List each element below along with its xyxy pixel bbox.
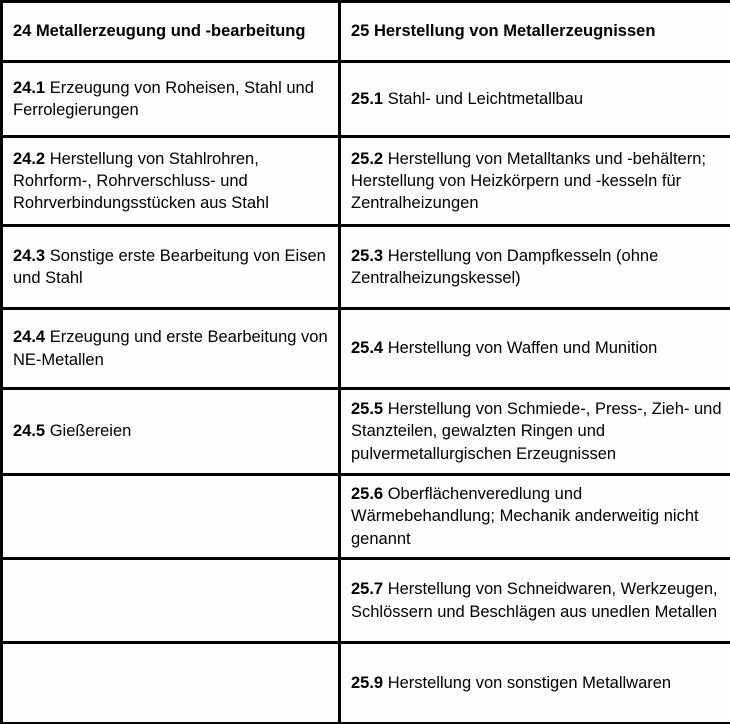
code-25-2: 25.2: [351, 150, 388, 168]
code-25: 25: [351, 22, 374, 40]
code-25-6: 25.6: [351, 485, 388, 503]
cell-group-25-2: [340, 137, 730, 226]
cell-group-25-5: [340, 389, 730, 475]
label-25-5: Herstellung von Schmiede-, Press-, Zieh- und Stanzteilen, gewalzten Ringen und pulvermetallurgischen Erzeugnissen: [351, 400, 722, 463]
code-25-7: 25.7: [351, 580, 388, 598]
table-row: [2, 137, 730, 226]
label-24-1: Erzeugung von Roheisen, Stahl und Ferrolegierungen: [13, 79, 314, 119]
cell-group-24-5: [2, 389, 340, 475]
cell-group-25-4: [340, 309, 730, 389]
label-24-5: Gießereien: [50, 422, 132, 440]
code-24-5: 24.5: [13, 422, 50, 440]
cell-division-24: [2, 2, 340, 62]
label-24-4: Erzeugung und erste Bearbeitung von NE-Metallen: [13, 328, 328, 368]
code-25-5: 25.5: [351, 400, 388, 418]
cell-group-24-1: [2, 62, 340, 137]
table-body: [2, 2, 730, 723]
label-25-3: Herstellung von Dampfkesseln (ohne Zentralheizungskessel): [351, 247, 658, 287]
code-25-4: 25.4: [351, 339, 388, 357]
code-24-1: 24.1: [13, 79, 50, 97]
table-row: [2, 475, 730, 559]
label-25-6: Oberflächenveredlung und Wärmebehandlung; Mechanik anderweitig nicht genannt: [351, 485, 699, 548]
label-24-2: Herstellung von Stahlrohren, Rohrform-, Rohrverschluss- und Rohrverbindungsstücken aus Stahl: [13, 150, 269, 213]
cell-empty-left-3: [2, 643, 340, 723]
label-25-4: Herstellung von Waffen und Munition: [388, 339, 658, 357]
cell-group-24-3: [2, 226, 340, 309]
cell-group-25-1: [340, 62, 730, 137]
cell-group-25-9: [340, 643, 730, 723]
code-24: 24: [13, 22, 36, 40]
cell-group-24-2: [2, 137, 340, 226]
label-25-1: Stahl- und Leichtmetallbau: [388, 90, 583, 108]
code-24-2: 24.2: [13, 150, 50, 168]
label-25-9: Herstellung von sonstigen Metallwaren: [388, 674, 671, 692]
table-row: [2, 226, 730, 309]
code-24-3: 24.3: [13, 247, 50, 265]
label-25-7: Herstellung von Schneidwaren, Werkzeugen, Schlössern und Beschlägen aus unedlen Metallen: [351, 580, 718, 620]
code-25-1: 25.1: [351, 90, 388, 108]
cell-group-24-4: [2, 309, 340, 389]
cell-group-25-3: [340, 226, 730, 309]
table-row: [2, 62, 730, 137]
label-25-2: Herstellung von Metalltanks und -behältern; Herstellung von Heizkörpern und -kesseln für Zentralheizungen: [351, 150, 706, 213]
cell-division-25: [340, 2, 730, 62]
code-25-9: 25.9: [351, 674, 388, 692]
cell-empty-left-1: [2, 475, 340, 559]
table-row: [2, 2, 730, 62]
label-25: Herstellung von Metallerzeugnissen: [374, 22, 655, 40]
code-25-3: 25.3: [351, 247, 388, 265]
table-row: [2, 389, 730, 475]
table-row: [2, 309, 730, 389]
table-row: [2, 559, 730, 643]
cell-group-25-6: [340, 475, 730, 559]
label-24-3: Sonstige erste Bearbeitung von Eisen und Stahl: [13, 247, 326, 287]
cell-empty-left-2: [2, 559, 340, 643]
table-row: [2, 643, 730, 723]
label-24: Metallerzeugung und -bearbeitung: [36, 22, 306, 40]
cell-group-25-7: [340, 559, 730, 643]
code-24-4: 24.4: [13, 328, 50, 346]
